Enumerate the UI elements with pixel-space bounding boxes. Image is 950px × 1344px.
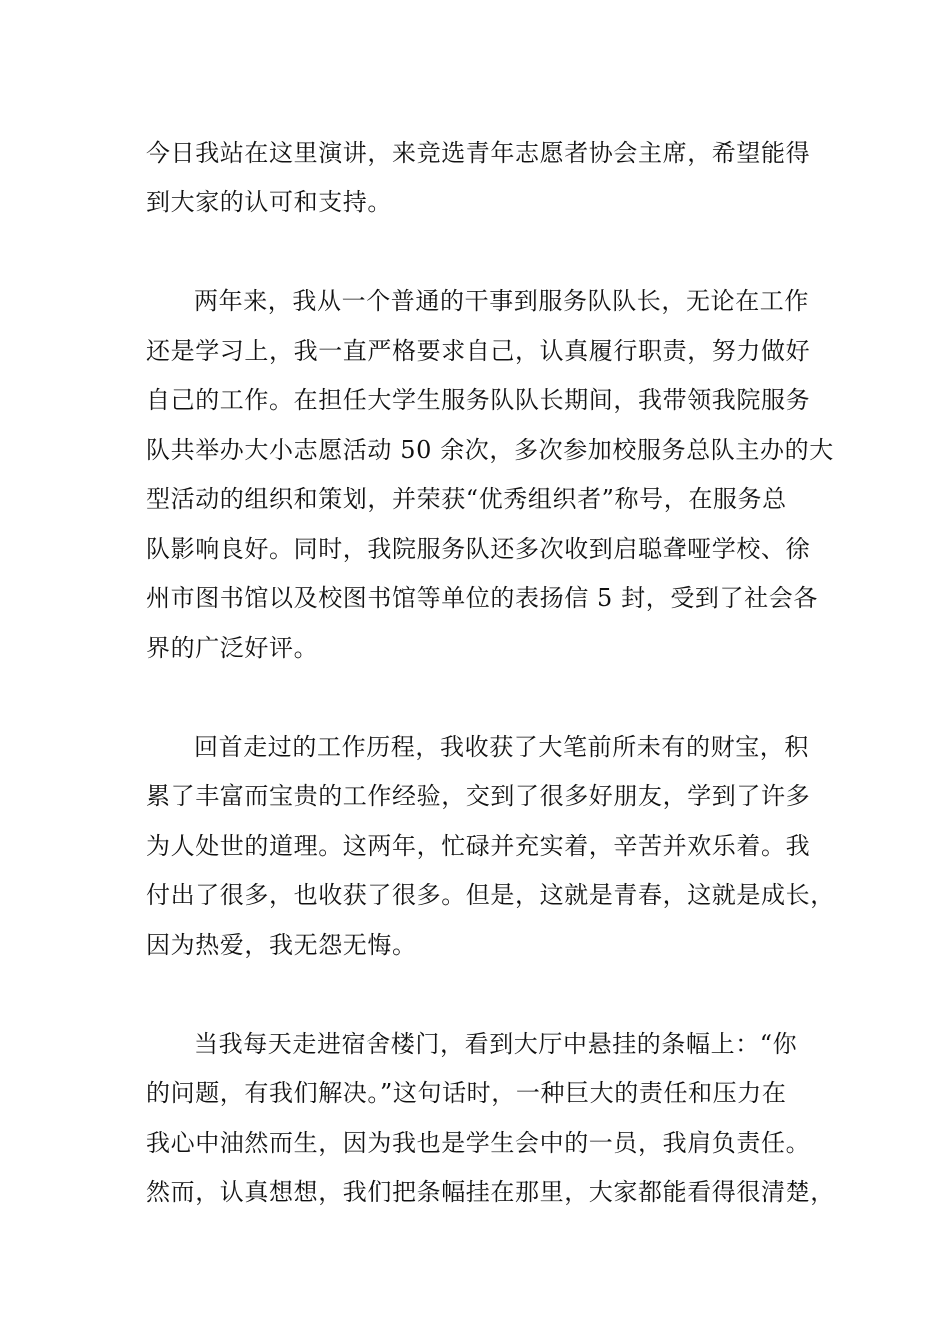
paragraph-4-line-3: 我心中油然而生，因为我也是学生会中的一员，我肩负责任。 — [146, 1129, 811, 1157]
paragraph-1-line-2: 到大家的认可和支持。 — [146, 188, 392, 216]
paragraph-2-line-3: 自己的工作。在担任大学生服务队队长期间，我带领我院服务 — [146, 386, 811, 414]
paragraph-2-line-1: 两年来，我从一个普通的干事到服务队队长，无论在工作 — [194, 287, 809, 315]
paragraph-2-line-2: 还是学习上，我一直严格要求自己，认真履行职责，努力做好 — [146, 337, 811, 365]
paragraph-3-line-2: 累了丰富而宝贵的工作经验，交到了很多好朋友，学到了许多 — [146, 782, 811, 810]
paragraph-2-line-8: 界的广泛好评。 — [146, 634, 319, 662]
paragraph-4-line-4: 然而，认真想想，我们把条幅挂在那里，大家都能看得很清楚， — [146, 1178, 835, 1206]
paragraph-3-line-1: 回首走过的工作历程，我收获了大笔前所未有的财宝，积 — [194, 733, 809, 761]
paragraph-4-line-1: 当我每天走进宿舍楼门，看到大厅中悬挂的条幅上：“你 — [194, 1030, 798, 1058]
paragraph-2-line-7: 州市图书馆以及校图书馆等单位的表扬信 5 封，受到了社会各 — [146, 584, 818, 612]
paragraph-2-line-4: 队共举办大小志愿活动 50 余次，多次参加校服务总队主办的大 — [146, 436, 834, 464]
paragraph-4-line-2: 的问题，有我们解决。”这句话时，一种巨大的责任和压力在 — [146, 1079, 787, 1107]
paragraph-3-line-5: 因为热爱，我无怨无悔。 — [146, 931, 417, 959]
paragraph-3-line-3: 为人处世的道理。这两年，忙碌并充实着，辛苦并欢乐着。我 — [146, 832, 811, 860]
paragraph-2-line-6: 队影响良好。同时，我院服务队还多次收到启聪聋哑学校、徐 — [146, 535, 811, 563]
paragraph-2-line-5: 型活动的组织和策划，并荣获“优秀组织者”称号，在服务总 — [146, 485, 787, 513]
paragraph-1-line-1: 今日我站在这里演讲，来竞选青年志愿者协会主席，希望能得 — [146, 139, 811, 167]
paragraph-3-line-4: 付出了很多，也收获了很多。但是，这就是青春，这就是成长， — [146, 881, 835, 909]
